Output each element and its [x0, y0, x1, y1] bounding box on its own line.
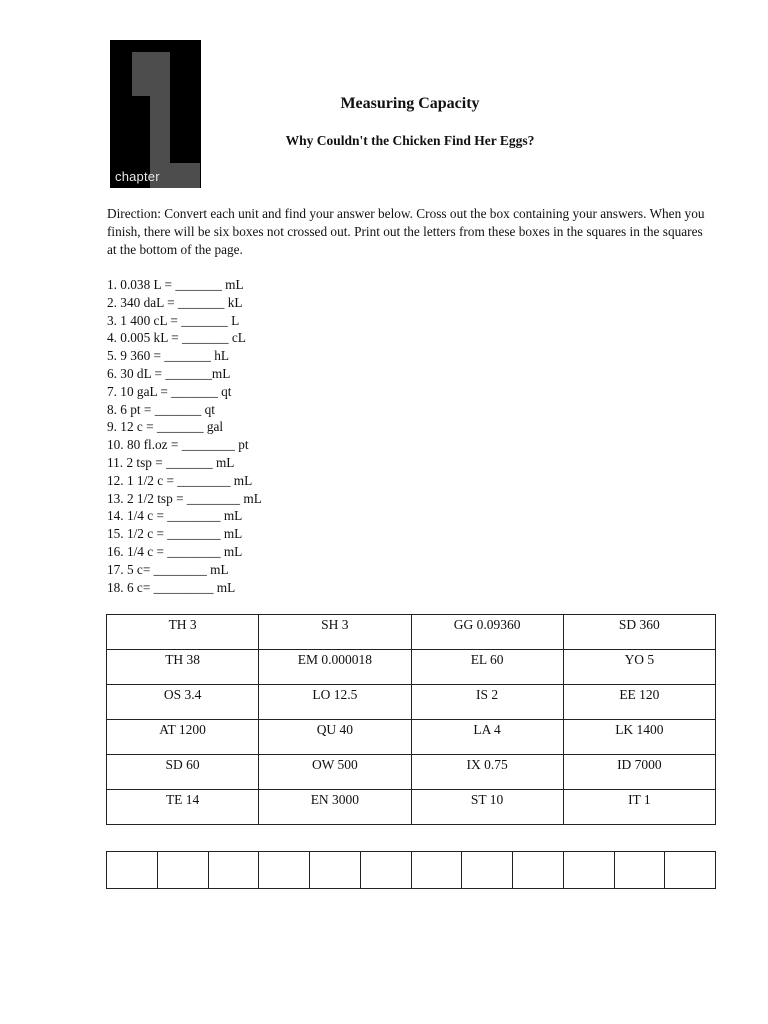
chapter-numeral-graphic	[110, 40, 201, 188]
answer-cell[interactable]: OW 500	[259, 755, 411, 790]
answer-grid-row	[107, 650, 716, 685]
answer-cell[interactable]: AT 1200	[107, 720, 259, 755]
answer-cell[interactable]: QU 40	[259, 720, 411, 755]
problem-item: 7. 10 gaL = _______ qt	[107, 383, 232, 399]
letter-boxes	[106, 851, 716, 889]
answer-cell[interactable]: TH 3	[107, 615, 259, 650]
answer-cell[interactable]: OS 3.4	[107, 685, 259, 720]
answer-cell[interactable]: EE 120	[563, 685, 715, 720]
problem-item: 9. 12 c = _______ gal	[107, 419, 224, 435]
answer-cell[interactable]: SD 360	[563, 615, 715, 650]
answer-cell[interactable]: LA 4	[411, 720, 563, 755]
answer-grid-row	[107, 720, 716, 755]
letter-box[interactable]	[614, 852, 665, 889]
answer-cell[interactable]: EM 0.000018	[259, 650, 411, 685]
directions-text: Direction: Convert each unit and find your answer below. Cross out the box containing your answers. When you finish, there will be six boxes not crossed out. Print out the letters from these boxes in the squares in the squares at the bottom of the page.	[107, 206, 705, 257]
answer-cell[interactable]: YO 5	[563, 650, 715, 685]
problem-item: 3. 1 400 cL = _______ L	[107, 312, 240, 328]
answer-grid-row	[107, 755, 716, 790]
answer-cell[interactable]: EL 60	[411, 650, 563, 685]
problem-item: 10. 80 fl.oz = ________ pt	[107, 437, 249, 453]
problem-item: 13. 2 1/2 tsp = ________ mL	[107, 490, 262, 506]
problem-item: 1. 0.038 L = _______ mL	[107, 277, 244, 292]
page-subtitle: Why Couldn't the Chicken Find Her Eggs?	[285, 133, 535, 148]
problem-list	[107, 276, 407, 596]
letter-box[interactable]	[107, 852, 158, 889]
answer-cell[interactable]: TE 14	[107, 790, 259, 825]
answer-cell[interactable]: SH 3	[259, 615, 411, 650]
letter-box[interactable]	[513, 852, 564, 889]
answer-cell[interactable]: IS 2	[411, 685, 563, 720]
answer-cell[interactable]: LK 1400	[563, 720, 715, 755]
problem-item: 8. 6 pt = _______ qt	[107, 401, 215, 417]
letter-box[interactable]	[310, 852, 361, 889]
answer-cell[interactable]: TH 38	[107, 650, 259, 685]
letter-box[interactable]	[157, 852, 208, 889]
problem-item: 4. 0.005 kL = _______ cL	[107, 330, 246, 346]
problem-item: 16. 1/4 c = ________ mL	[107, 543, 243, 559]
problem-item: 12. 1 1/2 c = ________ mL	[107, 472, 253, 488]
letter-boxes-row	[107, 852, 716, 889]
problem-item: 17. 5 c= ________ mL	[107, 561, 229, 577]
letter-box[interactable]	[563, 852, 614, 889]
answer-cell[interactable]: GG 0.09360	[411, 615, 563, 650]
answer-cell[interactable]: ST 10	[411, 790, 563, 825]
answer-cell[interactable]: EN 3000	[259, 790, 411, 825]
answer-cell[interactable]: SD 60	[107, 755, 259, 790]
problem-item: 6. 30 dL = _______mL	[107, 365, 231, 381]
chapter-label: chapter	[115, 169, 160, 184]
letter-box[interactable]	[259, 852, 310, 889]
letter-box[interactable]	[411, 852, 462, 889]
problem-item: 18. 6 c= _________ mL	[107, 579, 236, 595]
answer-cell[interactable]: LO 12.5	[259, 685, 411, 720]
answer-cell[interactable]: IT 1	[563, 790, 715, 825]
answer-grid-row	[107, 685, 716, 720]
letter-box[interactable]	[208, 852, 259, 889]
answer-grid-row	[107, 615, 716, 650]
problem-item: 14. 1/4 c = ________ mL	[107, 508, 243, 524]
problem-item: 5. 9 360 = _______ hL	[107, 348, 229, 364]
answer-cell[interactable]: IX 0.75	[411, 755, 563, 790]
answer-cell[interactable]: ID 7000	[563, 755, 715, 790]
letter-box[interactable]	[665, 852, 716, 889]
letter-box[interactable]	[360, 852, 411, 889]
problem-item: 11. 2 tsp = _______ mL	[107, 454, 235, 470]
chapter-logo	[110, 40, 201, 188]
problem-item: 2. 340 daL = _______ kL	[107, 294, 243, 310]
letter-box[interactable]	[462, 852, 513, 889]
page-title: Measuring Capacity	[340, 95, 480, 112]
answer-grid	[106, 614, 716, 825]
answer-grid-row	[107, 790, 716, 825]
problem-item: 15. 1/2 c = ________ mL	[107, 526, 243, 542]
